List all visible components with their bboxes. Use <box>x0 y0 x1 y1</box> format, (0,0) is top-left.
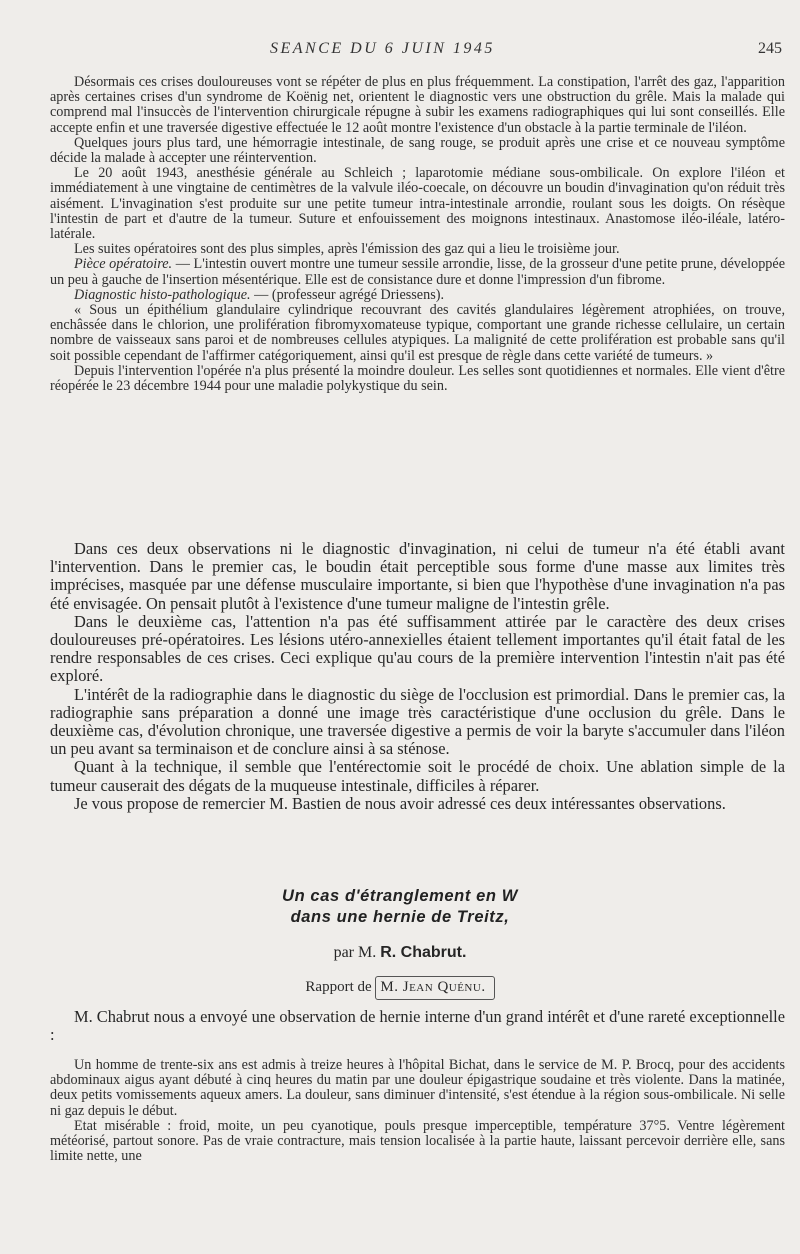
paragraph: Les suites opératoires sont des plus simples, après l'émission des gaz qui a lieu le troisième jour. <box>74 241 620 258</box>
article-title-line-1: Un cas d'étranglement en W <box>282 887 518 905</box>
paragraph: L'intérêt de la radiographie dans le diagnostic du siège de l'occlusion est primordial. Dans le premier cas, la radiographie sans préparation a donné une image très caractéristique d'une occlusion du grêle. Dans le deuxième cas, d'évolution chronique, une traversée digestive a permis de voir la baryte s'accumuler dans l'iléon un peu avant sa terminaison et de conclure ainsi à sa sténose. <box>50 684 785 759</box>
page-header <box>0 40 800 62</box>
paragraph: Un homme de trente-six ans est admis à treize heures à l'hôpital Bichat, dans le service de M. P. Brocq, pour des accidents abdominaux aigus ayant débuté à cinq heures du matin par une douleur épigastrique soudaine et très violente. Dans la matinée, deux petits vomissements aqueux amers. La douleur, sans diminuer d'intensité, s'est étendue à la région sous-ombilicale. Ni selle ni gaz depuis le début. <box>50 1057 785 1119</box>
subheading: Diagnostic histo-pathologique. <box>74 286 251 303</box>
article-heading <box>0 886 800 1000</box>
paragraph: Dans le deuxième cas, l'attention n'a pas été suffisamment attirée par le caractère des deux crises douloureuses pré-opératoires. Les lésions utéro-annexielles étaient tellement importantes qu'il était fatal de les rendre responsables de ces crises. Ceci explique qu'au cours de la première intervention l'intestin n'ait pas été exploré. <box>50 611 785 686</box>
paragraph: Depuis l'intervention l'opérée n'a plus présenté la moindre douleur. Les selles sont quotidiennes et normales. Elle vient d'être réopérée le 23 décembre 1944 pour une maladie polykystique du sein. <box>50 362 785 395</box>
article-intro <box>50 1008 785 1044</box>
reporter-name: M. Jean Quénu. <box>375 976 494 1000</box>
paragraph: Quant à la technique, il semble que l'entérectomie soit le procédé de choix. Une ablation simple de la tumeur causerait des dégats de la muqueuse intestinale, difficiles à réparer. <box>50 757 785 795</box>
author-line: par M. R. Chabrut. <box>333 944 467 961</box>
paragraph: Pièce opératoire. — L'intestin ouvert montre une tumeur sessile arrondie, lisse, de la grosseur d'une petite prune, développée un peu à gauche de l'insertion mésentérique. Elle est de consistance dure et donne l'impression d'un fibrome. <box>50 256 785 288</box>
page-number: 245 <box>758 40 782 57</box>
observation-continued <box>50 75 785 394</box>
paragraph: Quelques jours plus tard, une hémorragie intestinale, de sang rouge, se produit après une crise et ce nouveau symptôme décide la malade à accepter une réintervention. <box>50 134 785 167</box>
case-report <box>50 1058 785 1164</box>
running-head: SEANCE DU 6 JUIN 1945 <box>270 40 495 57</box>
paragraph: M. Chabrut nous a envoyé une observation de hernie interne d'un grand intérêt et d'une rareté exceptionnelle : <box>50 1007 785 1045</box>
paragraph: Diagnostic histo-pathologique. — (professeur agrégé Driessens). <box>74 286 444 303</box>
paragraph: « Sous un épithélium glandulaire cylindrique recouvrant des cavités glandulaires légèrement atrophiées, on trouve, enchâssée dans le chlorion, une prolifération fibromyxomateuse typique, comportant une grande richesse cellulaire, un certain nombre de vaisseaux sans paroi et de nombreuses cellules atypiques. La malignité de cette prolifération est probable sans qu'il soit possible cependant de l'affirmer catégoriquement, ainsi qu'il est presque de règle dans cette variété de tumeurs. » <box>50 302 785 364</box>
discussion <box>50 540 785 813</box>
report-line: Rapport de M. Jean Quénu. <box>0 976 800 1000</box>
article-title-line-2: dans une hernie de Treitz, <box>290 908 510 926</box>
paragraph: Je vous propose de remercier M. Bastien de nous avoir adressé ces deux intéressantes observations. <box>74 793 726 813</box>
paragraph: Le 20 août 1943, anesthésie générale au Schleich ; laparotomie médiane sous-ombilicale. On explore l'iléon et immédiatement à une vingtaine de centimètres de la valvule iléo-coecale, on découvre un boudin d'invagination qu'on réduit très aisément. L'invagination s'est produite sur une petite tumeur intra-intestinale arrondie, roulant sous les doigts. On résèque l'intestin de part et d'autre de la tumeur. Suture et enfouissement des moignons intestinaux. Anastomose iléo-iléale, latéro-latérale. <box>50 165 785 243</box>
author-name: R. Chabrut. <box>380 944 467 961</box>
paragraph: Etat misérable : froid, moite, un peu cyanotique, pouls presque imperceptible, température 37°5. Ventre légèrement météorisé, partout sonore. Pas de vraie contracture, mais tension localisée à la partie haute, laissant percevoir derrière elle, sans limite nette, une <box>50 1117 785 1165</box>
paragraph: Désormais ces crises douloureuses vont se répéter de plus en plus fréquemment. La constipation, l'arrêt des gaz, l'apparition après certaines crises d'un syndrome de Koënig net, orientent le diagnostic vers une obstruction du grêle. Mais la malade qui comprend mal l'insuccès de l'intervention chirurgicale répugne à subir les examens radiographiques qui lui sont conseillés. Elle accepte enfin et une traversée digestive effectuée le 12 août montre l'existence d'un obstacle à la partie terminale de l'iléon. <box>50 74 785 136</box>
paragraph: Dans ces deux observations ni le diagnostic d'invagination, ni celui de tumeur n'a été établi avant l'intervention. Dans le premier cas, le boudin était perceptible sous forme d'une masse aux limites très imprécises, masquée par une défense musculaire importante, si bien que l'hypothèse d'une invagination n'a pas été envisagée. On pensait plutôt à l'existence d'une tumeur maligne de l'intestin grêle. <box>50 539 785 613</box>
subheading: Pièce opératoire. <box>74 256 173 273</box>
